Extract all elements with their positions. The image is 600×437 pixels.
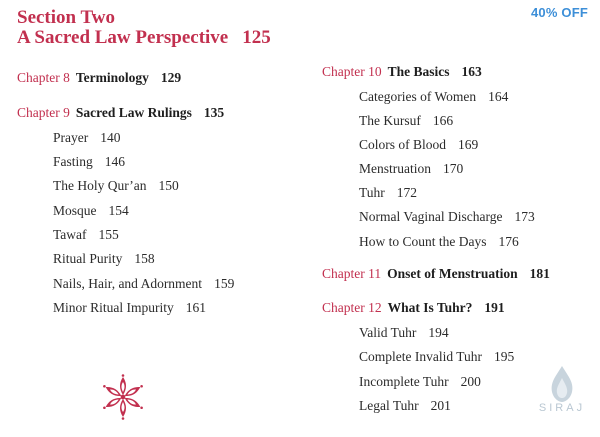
- chapter-number: Chapter 9: [17, 105, 70, 120]
- toc-entry: [359, 185, 417, 201]
- toc-entry: [53, 130, 120, 146]
- toc-entry-label: Categories of Women: [359, 89, 477, 104]
- toc-entry-page: 166: [432, 113, 454, 128]
- chapter-number: Chapter 12: [322, 300, 382, 315]
- toc-entry-label: Menstruation: [359, 161, 431, 176]
- section-heading: [17, 8, 271, 48]
- section-title-line1: Section Two: [17, 7, 115, 28]
- toc-entry-page: 172: [396, 185, 418, 200]
- section-page-number: 125: [242, 27, 271, 48]
- toc-chapter-9: [17, 105, 224, 121]
- chapter-page: 191: [484, 300, 505, 315]
- toc-entry: [359, 209, 535, 225]
- toc-entry-label: Minor Ritual Impurity: [53, 300, 174, 315]
- chapter-page: 135: [203, 105, 225, 120]
- toc-entry-label: The Holy Qur’an: [53, 178, 147, 193]
- floral-ornament-icon: [100, 374, 146, 420]
- toc-entry-page: 164: [488, 89, 509, 104]
- toc-entry-page: 194: [428, 325, 449, 340]
- toc-entry-page: 169: [458, 137, 479, 152]
- chapter-number: Chapter 10: [322, 64, 382, 79]
- toc-entry: [53, 251, 155, 267]
- discount-badge: 40% OFF: [530, 5, 588, 20]
- toc-entry: [359, 234, 519, 250]
- toc-entry-label: How to Count the Days: [359, 234, 487, 249]
- toc-entry: [53, 276, 234, 292]
- toc-entry-label: Nails, Hair, and Adornment: [53, 276, 203, 291]
- toc-entry-label: Valid Tuhr: [359, 325, 417, 340]
- toc-entry: [359, 161, 463, 177]
- chapter-title: What Is Tuhr?: [387, 300, 473, 315]
- toc-entry-label: Normal Vaginal Discharge: [359, 209, 503, 224]
- toc-entry-label: Mosque: [53, 203, 97, 218]
- toc-entry: [359, 325, 449, 341]
- toc-entry: [359, 89, 508, 105]
- toc-entry-page: 173: [514, 209, 535, 224]
- section-title-line2: A Sacred Law Perspective: [17, 27, 229, 48]
- toc-entry-label: Legal Tuhr: [359, 398, 419, 413]
- toc-entry-page: 159: [214, 276, 235, 291]
- toc-entry-page: 158: [134, 251, 155, 266]
- chapter-title: Sacred Law Rulings: [75, 105, 192, 120]
- chapter-number: Chapter 8: [17, 70, 70, 85]
- chapter-page: 181: [529, 266, 550, 281]
- toc-entry-page: 161: [185, 300, 206, 315]
- toc-entry-label: Tuhr: [359, 185, 385, 200]
- toc-entry-label: The Kursuf: [359, 113, 421, 128]
- section-title-line2-row: [17, 28, 271, 48]
- chapter-number: Chapter 11: [322, 266, 382, 281]
- chapter-title: Terminology: [75, 70, 149, 85]
- toc-entry-page: 200: [460, 374, 481, 389]
- toc-entry-label: Colors of Blood: [359, 137, 447, 152]
- siraj-logo-text: SIRAJ: [538, 402, 586, 414]
- toc-entry-page: 170: [443, 161, 464, 176]
- flame-logo-icon: [538, 364, 586, 432]
- chapter-title: The Basics: [387, 64, 450, 79]
- toc-chapter-10: [322, 64, 482, 80]
- toc-entry-page: 176: [498, 234, 519, 249]
- toc-entry: [53, 227, 119, 243]
- toc-entry: [359, 398, 451, 414]
- toc-entry-page: 155: [98, 227, 119, 242]
- chapter-page: 163: [461, 64, 482, 79]
- chapter-title: Onset of Menstruation: [387, 266, 518, 281]
- toc-entry: [359, 374, 481, 390]
- toc-entry-label: Ritual Purity: [53, 251, 123, 266]
- toc-entry: [53, 203, 129, 219]
- toc-entry-page: 146: [104, 154, 126, 169]
- toc-chapter-11: [322, 266, 550, 282]
- toc-entry-label: Complete Invalid Tuhr: [359, 349, 483, 364]
- toc-entry-label: Fasting: [53, 154, 93, 169]
- chapter-page: 129: [160, 70, 182, 85]
- toc-entry-page: 150: [158, 178, 179, 193]
- toc-entry-page: 201: [430, 398, 451, 413]
- toc-chapter-12: [322, 300, 505, 316]
- toc-entry-label: Incomplete Tuhr: [359, 374, 449, 389]
- toc-entry: [359, 137, 478, 153]
- toc-entry: [359, 349, 514, 365]
- toc-chapter-8: [17, 70, 181, 86]
- toc-entry: [53, 178, 179, 194]
- toc-entry-page: 154: [108, 203, 129, 218]
- toc-entry-page: 140: [100, 130, 121, 145]
- toc-entry-page: 195: [494, 349, 515, 364]
- toc-entry-label: Tawaf: [53, 227, 87, 242]
- toc-entry: [53, 300, 206, 316]
- toc-entry-label: Prayer: [53, 130, 89, 145]
- toc-entry: [359, 113, 453, 129]
- toc-entry: [53, 154, 125, 170]
